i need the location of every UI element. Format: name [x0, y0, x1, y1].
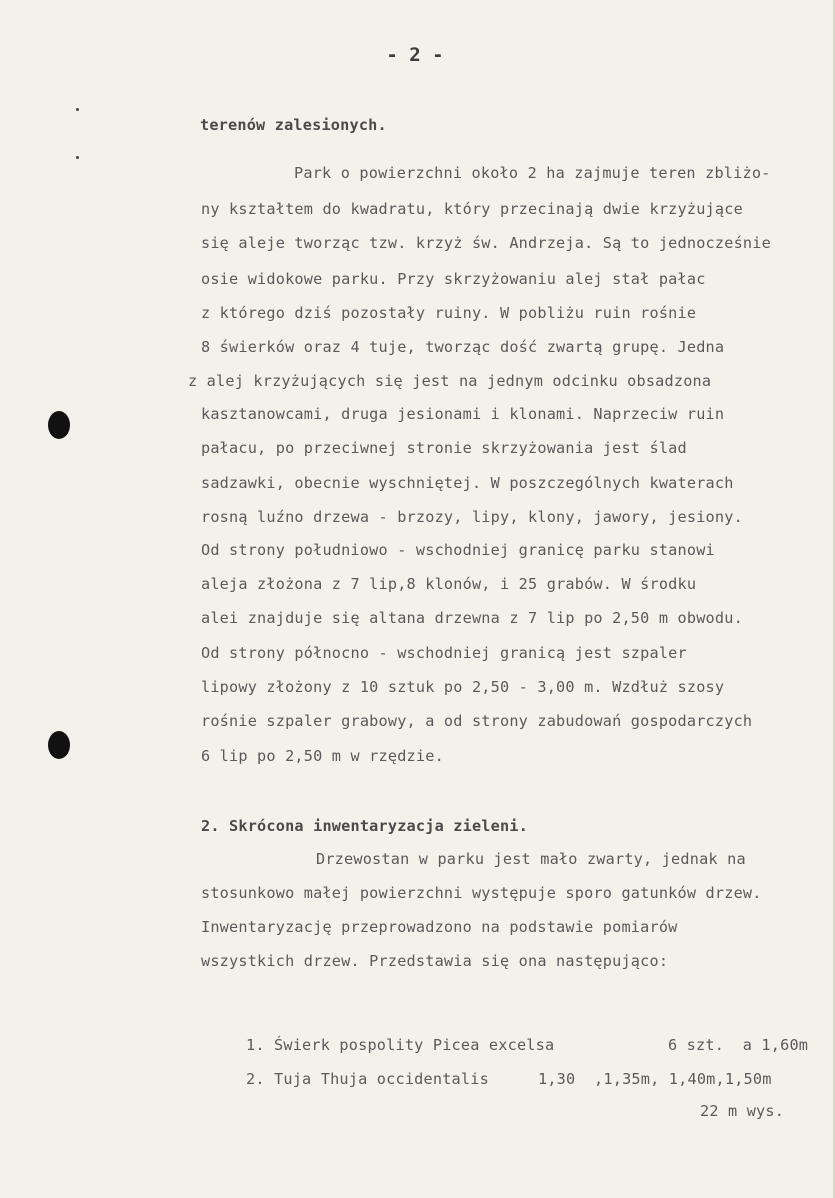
- page-number: - 2 -: [386, 44, 444, 66]
- text-line: aleja złożona z 7 lip,8 klonów, i 25 grabów. W środku: [201, 575, 697, 593]
- inventory-item-detail: 6 szt. a 1,60m: [668, 1036, 809, 1054]
- text-line: Park o powierzchni około 2 ha zajmuje teren zbliżo-: [294, 164, 771, 182]
- text-line: 8 świerków oraz 4 tuje, tworząc dość zwartą grupę. Jedna: [201, 338, 725, 356]
- text-line: się aleje tworząc tzw. krzyż św. Andrzeja. Są to jednocześnie: [201, 234, 771, 252]
- text-line: lipowy złożony z 10 sztuk po 2,50 - 3,00 m. Wzdłuż szosy: [201, 678, 725, 696]
- text-line: alei znajduje się altana drzewna z 7 lip po 2,50 m obwodu.: [201, 609, 743, 627]
- paper-speck: [76, 156, 79, 159]
- text-line: osie widokowe parku. Przy skrzyżowaniu alej stał pałac: [201, 270, 706, 288]
- text-line: rosną luźno drzewa - brzozy, lipy, klony, jawory, jesiony.: [201, 508, 743, 526]
- text-line: rośnie szpaler grabowy, a od strony zabudowań gospodarczych: [201, 712, 753, 730]
- text-line: z którego dziś pozostały ruiny. W pobliżu ruin rośnie: [201, 304, 697, 322]
- punch-hole: [48, 411, 70, 439]
- text-line: Inwentaryzację przeprowadzono na podstawie pomiarów: [201, 918, 678, 936]
- text-line: sadzawki, obecnie wyschniętej. W poszczególnych kwaterach: [201, 474, 734, 492]
- inventory-item-detail: 1,30 ,1,35m, 1,40m,1,50m: [538, 1070, 772, 1088]
- text-line: terenów zalesionych.: [200, 116, 387, 134]
- text-line: wszystkich drzew. Przedstawia się ona następująco:: [201, 952, 669, 970]
- text-line: Drzewostan w parku jest mało zwarty, jednak na: [316, 850, 746, 868]
- text-line: pałacu, po przeciwnej stronie skrzyżowania jest ślad: [201, 439, 687, 457]
- inventory-item-extra: 22 m wys.: [700, 1102, 785, 1120]
- inventory-item-name: 1. Świerk pospolity Picea excelsa: [246, 1036, 555, 1054]
- text-line: Od strony południowo - wschodniej granicę parku stanowi: [201, 541, 715, 559]
- paper-speck: [76, 108, 79, 111]
- section-heading: 2. Skrócona inwentaryzacja zieleni.: [201, 817, 529, 835]
- text-line: stosunkowo małej powierzchni występuje sporo gatunków drzew.: [201, 884, 762, 902]
- text-line: ny kształtem do kwadratu, który przecinają dwie krzyżujące: [201, 200, 743, 218]
- text-line: Od strony północno - wschodniej granicą jest szpaler: [201, 644, 687, 662]
- inventory-item-name: 2. Tuja Thuja occidentalis: [246, 1070, 489, 1088]
- text-line: kasztanowcami, druga jesionami i klonami. Naprzeciw ruin: [201, 405, 725, 423]
- text-line: 6 lip po 2,50 m w rzędzie.: [201, 747, 444, 765]
- punch-hole: [48, 731, 70, 759]
- text-line: z alej krzyżujących się jest na jednym odcinku obsadzona: [188, 372, 712, 390]
